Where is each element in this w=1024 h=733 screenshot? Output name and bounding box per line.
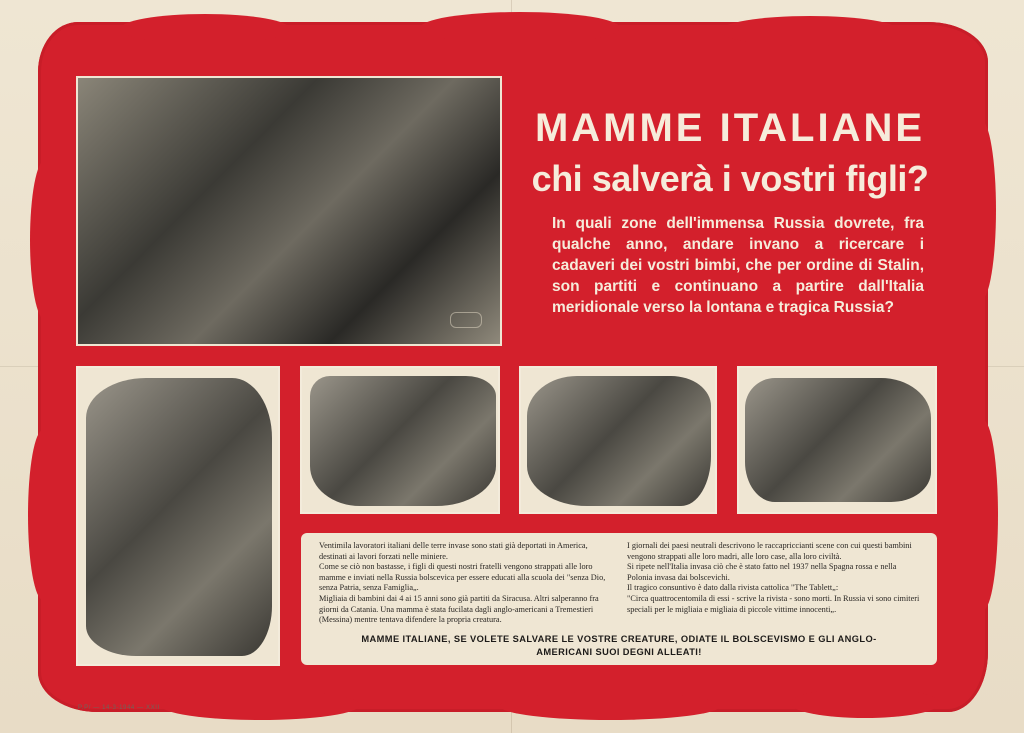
photo-signature-mark <box>450 312 482 328</box>
photo-sleeping-children <box>76 76 502 346</box>
photo-panel-bodies-on-ground <box>737 366 937 514</box>
left-paragraph: Ventimila lavoratori italiani delle terre invase sono stati già deportati in America, destinati ai lavori forzati nelle miniere. <box>319 541 588 561</box>
frame-wave <box>30 160 60 320</box>
print-code: P.P/ — 14-3-1944 — XXII <box>78 705 160 711</box>
photo-street-scene <box>310 376 496 506</box>
photo-children-group <box>527 376 711 506</box>
right-paragraph: "Circa quattrocentomila di essi - scrive la rivista - sono morti. In Russia vi sono cimiteri speciali per le migliaia e migliaia di piccole vittime innocenti„. <box>627 593 920 614</box>
photo-bodies-on-ground <box>745 378 931 502</box>
text-column-right <box>627 541 923 615</box>
photo-starving-child <box>86 378 272 656</box>
poster-title: MAMME ITALIANE <box>534 106 926 150</box>
frame-wave <box>420 12 620 44</box>
photo-panel-street-scene <box>300 366 500 514</box>
photo-panel-starving-child <box>76 366 280 666</box>
frame-wave <box>500 692 720 720</box>
left-paragraph: Migliaia di bambini dai 4 ai 15 anni sono già partiti da Siracusa. Altri salperanno fra giorni da Catania. Una mamma è stata fucilata dagli anglo-americani a Tremestieri (Messina) mentre tentava difendere la propria creatura. <box>319 593 599 625</box>
left-paragraph: Come se ciò non bastasse, i figli di questi nostri fratelli vengono strappati alle loro mamme e inviati nella Russia bolscevica per essere educati alla scuola dei "senza Dio, senza Patria, senza Famiglia„. <box>319 562 606 593</box>
right-paragraph: Si ripete nell'Italia invasa ciò che è stato fatto nel 1937 nella Spagna rossa e nella Polonia invasa dai bolscevichi. <box>627 562 897 582</box>
poster-subtitle: chi salverà i vostri figli? <box>531 158 929 199</box>
body-text-box <box>301 533 937 665</box>
intro-paragraph: In quali zone dell'immensa Russia dovrete, fra qualche anno, andare invano a ricercare i cadaveri dei vostri bimbi, che per ordine di Stalin, son partiti e continuano a partire dall'Italia meridionale verso la lontana e tragica Russia? <box>552 215 924 316</box>
frame-wave <box>28 430 58 600</box>
frame-wave <box>968 420 998 610</box>
frame-wave <box>120 14 290 44</box>
text-column-left <box>319 541 615 626</box>
call-to-action: MAMME ITALIANE, SE VOLETE SALVARE LE VOSTRE CREATURE, ODIATE IL BOLSCEVISMO E GLI ANGLO-AMERICANI SUOI DEGNI ALLEATI! <box>361 634 877 657</box>
frame-wave <box>790 688 940 718</box>
headline-block <box>520 104 940 200</box>
frame-wave <box>720 16 900 46</box>
frame-wave <box>966 120 996 300</box>
frame-wave <box>160 690 360 720</box>
right-paragraph: I giornali dei paesi neutrali descrivono le raccapriccianti scene con cui questi bambini vengono strappati alle loro madri, alle loro case, alla loro civiltà. <box>627 541 912 561</box>
right-paragraph: Il tragico consuntivo è dato dalla rivista cattolica "The Tablett„: <box>627 583 839 593</box>
photo-panel-children-group <box>519 366 717 514</box>
